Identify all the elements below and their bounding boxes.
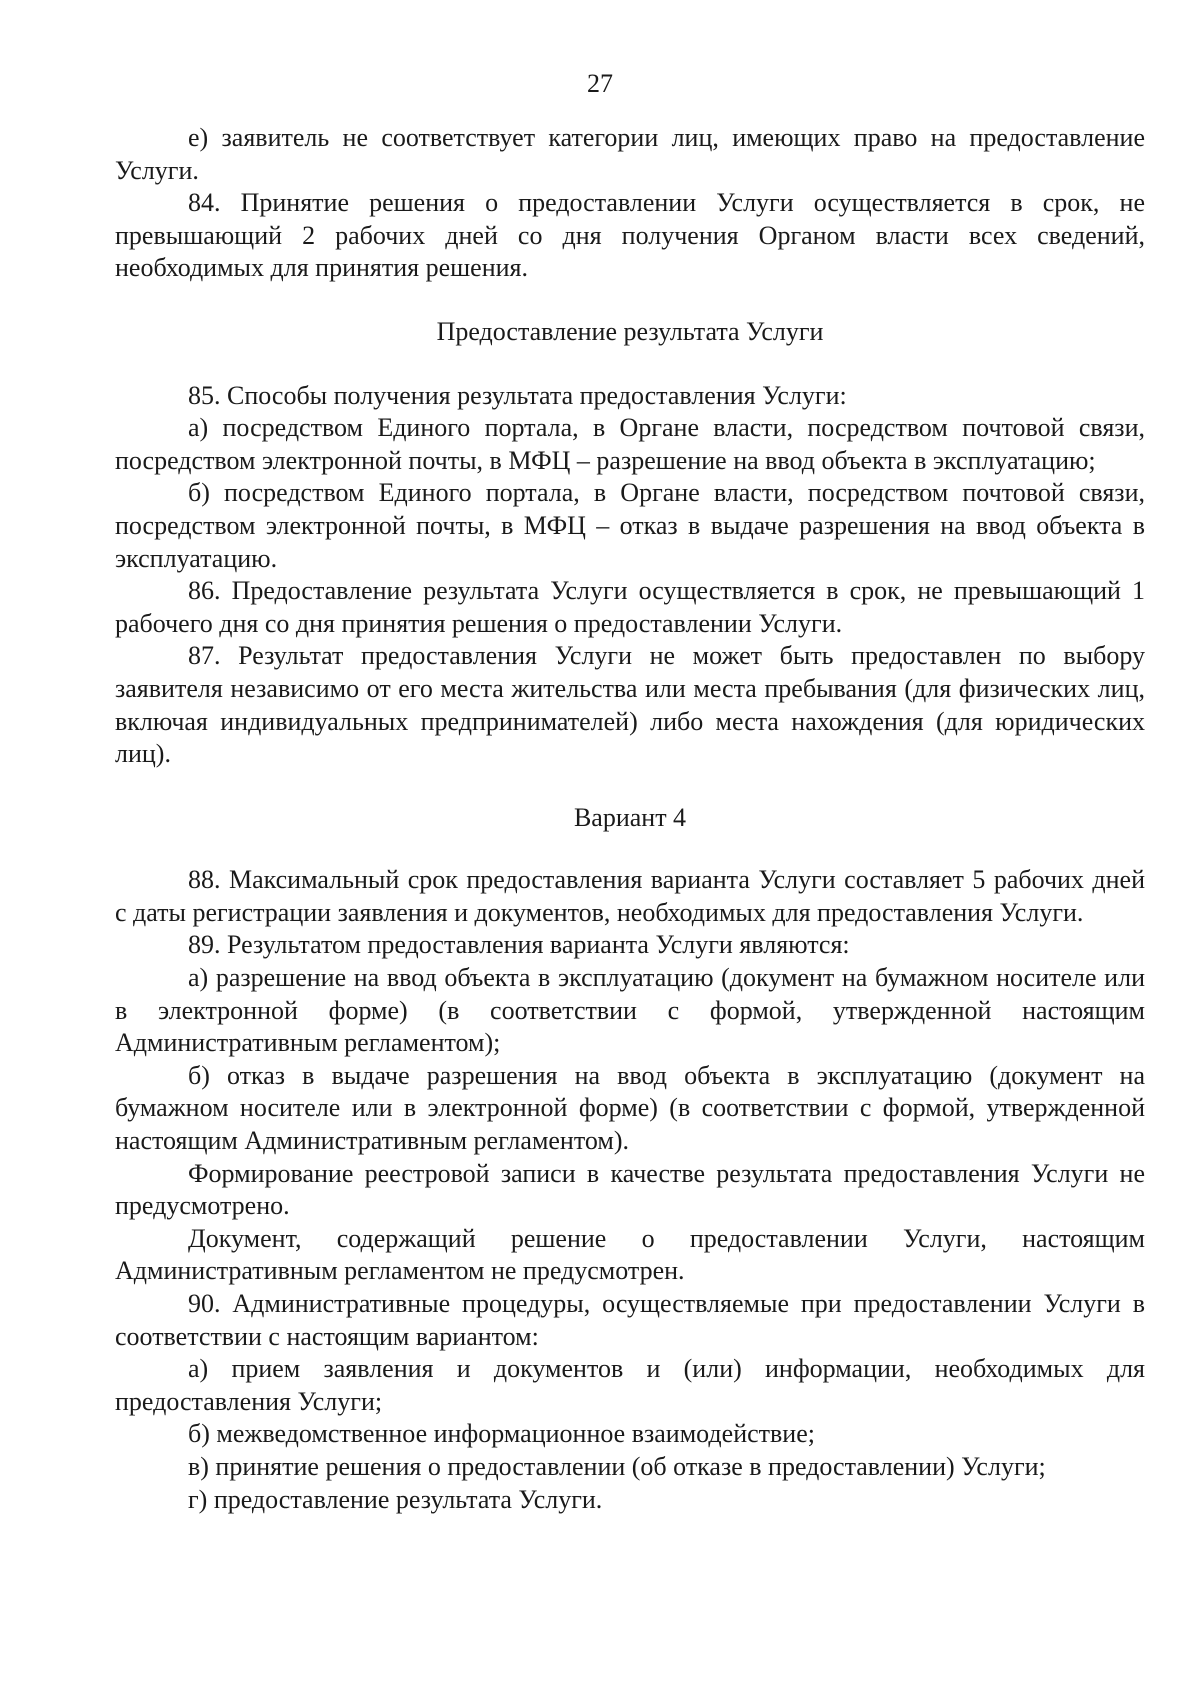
paragraph-e: е) заявитель не соответствует категории лиц, имеющих право на предоставление Услуги. [115,123,1145,185]
paragraph-85: 85. Способы получения результата предоставления Услуги: [188,380,847,410]
paragraph-90-g: г) предоставление результата Услуги. [188,1484,603,1514]
paragraph-89: 89. Результатом предоставления варианта Услуги являются: [188,930,850,960]
paragraph-86: 86. Предоставление результата Услуги осуществляется в срок, не превышающий 1 рабочего дня со дня принятия решения о предоставлении Услуги. [115,576,1145,638]
paragraph-registry-record: Формирование реестровой записи в качестве результата предоставления Услуги не предусмотрено. [115,1158,1145,1221]
paragraph-87: 87. Результат предоставления Услуги не может быть предоставлен по выбору заявителя независимо от его места жительства или места пребывания (для физических лиц, включая индивидуальных предпринимателей) либо места нахождения (для юридических лиц). [115,641,1145,769]
page-number: 27 [587,69,613,98]
paragraph-89-a: а) разрешение на ввод объекта в эксплуатацию (документ на бумажном носителе или в электронной форме) (в соответствии с формой, утвержденной настоящим Административным регламентом); [115,963,1145,1058]
paragraph-84: 84. Принятие решения о предоставлении Услуги осуществляется в срок, не превышающий 2 рабочих дней со дня получения Органом власти всех сведений, необходимых для принятия решения. [115,188,1145,283]
paragraph-85-b: б) посредством Единого портала, в Органе власти, посредством почтовой связи, посредством электронной почты, в МФЦ – отказ в выдаче разрешения на ввод объекта в эксплуатацию. [115,478,1145,573]
document-body [115,122,1145,1516]
paragraph-89-b: б) отказ в выдаче разрешения на ввод объекта в эксплуатацию (документ на бумажном носителе или в электронной форме) (в соответствии с формой, утвержденной настоящим Административным регламентом). [115,1060,1145,1156]
paragraph-90-v: в) принятие решения о предоставлении (об отказе в предоставлении) Услуги; [188,1451,1046,1481]
paragraph-90: 90. Административные процедуры, осуществляемые при предоставлении Услуги в соответствии с настоящим вариантом: [115,1289,1145,1351]
paragraph-90-b: б) межведомственное информационное взаимодействие; [188,1419,815,1449]
section-heading-result: Предоставление результата Услуги [436,316,824,346]
paragraph-decision-document: Документ, содержащий решение о предоставлении Услуги, настоящим Административным регламентом не предусмотрен. [115,1223,1145,1286]
paragraph-90-a: а) прием заявления и документов и (или) информации, необходимых для предоставления Услуги; [115,1354,1145,1416]
section-heading-variant-4: Вариант 4 [573,802,687,832]
paragraph-85-a: а) посредством Единого портала, в Органе власти, посредством почтовой связи, посредством электронной почты, в МФЦ – разрешение на ввод объекта в эксплуатацию; [115,413,1145,475]
paragraph-88: 88. Максимальный срок предоставления варианта Услуги составляет 5 рабочих дней с даты регистрации заявления и документов, необходимых для предоставления Услуги. [115,865,1145,927]
